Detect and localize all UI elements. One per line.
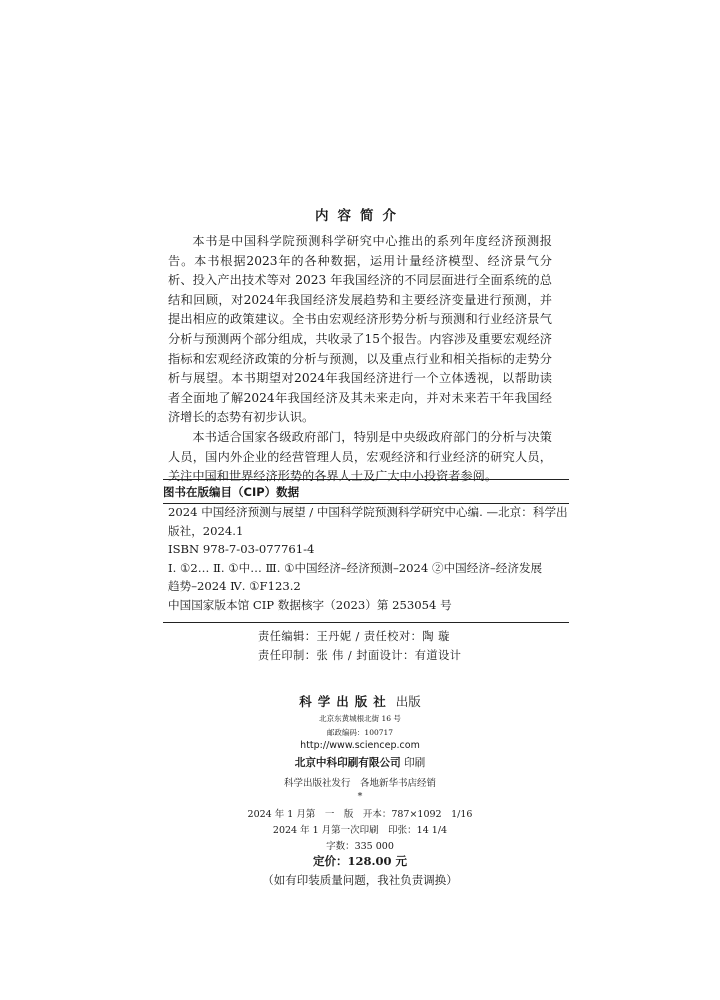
publisher-line (0, 692, 720, 710)
summary-paragraph: 本书是中国科学院预测科学研究中心推出的系列年度经济预测报告。本书根据2023年的各种数据，运用计量经济模型、经济景气分析、投入产出技术等对 2023 年我国经济的不同层面进行全面系统的总结和回顾，对2024年我国经济发展趋势和主要经济变量进行预测，并提出相应的政策建议。全书由宏观经济形势分析与预测和行业经济景气分析与预测两个部分组成，共收录了15个报告。内容涉及重要宏观经济指标和宏观经济政策的分析与预测，以及重点行业和相关指标的走势分析与展望。本书期望对2024年我国经济进行一个立体透视，以帮助读者全面地了解2024年我国经济及其未来走向，并对未来若干年我国经济增长的态势有初步认识。 (168, 234, 552, 425)
editor-credits: 责任编辑：王丹妮 / 责任校对：陶 璇 (258, 630, 450, 643)
publisher-address: 北京东黄城根北街 16 号 (319, 714, 401, 723)
printer-line (0, 755, 720, 770)
cip-divider (163, 622, 569, 623)
postcode: 邮政编码：100717 (326, 728, 394, 737)
production-credits: 责任印制：张 伟 / 封面设计：有道设计 (258, 649, 462, 662)
publisher-name: 科学出版社 (299, 694, 392, 709)
cip-line: ISBN 978-7-03-077761-4 (168, 542, 315, 557)
cip-line: 趋势–2024 Ⅳ. ①F123.2 (168, 579, 301, 594)
word-count: 字数：335 000 (326, 841, 394, 852)
summary-text (168, 232, 552, 487)
price: 定价：128.00 元 (312, 854, 407, 868)
cip-heading: 图书在版编目（CIP）数据 (163, 479, 569, 504)
distribution: 科学出版社发行 各地新华书店经销 (283, 778, 436, 789)
page-title: 内容简介 (315, 208, 405, 224)
printing-info: 2024 年 1 月第一次印刷 印张：14 1/4 (272, 825, 448, 836)
publisher-suffix: 出版 (395, 694, 421, 709)
cip-record (168, 503, 566, 615)
edition-info: 2024 年 1 月第 一 版 开本：787×1092 1/16 (247, 809, 473, 820)
separator-star: * (357, 791, 363, 802)
quality-notice: （如有印装质量问题，我社负责调换） (262, 873, 458, 887)
cip-line: 中国国家版本馆 CIP 数据核字（2023）第 253054 号 (168, 597, 452, 612)
cip-line: 版社，2024.1 (168, 523, 244, 538)
cip-line: Ⅰ. ①2… Ⅱ. ①中… Ⅲ. ①中国经济–经济预测–2024 ②中国经济–经济发展 (168, 560, 543, 575)
summary-paragraph: 本书适合国家各级政府部门，特别是中央级政府部门的分析与决策人员，国内外企业的经营管理人员，宏观经济和行业经济的研究人员，关注中国和世界经济形势的各界人士及广大中小投资者参阅。 (168, 429, 552, 484)
website: http://www.sciencep.com (300, 740, 420, 751)
cip-line: 2024 中国经济预测与展望 / 中国科学院预测科学研究中心编. —北京：科学出 (168, 505, 568, 519)
printer-name: 北京中科印刷有限公司 (294, 757, 401, 769)
printer-suffix: 印刷 (404, 757, 426, 769)
